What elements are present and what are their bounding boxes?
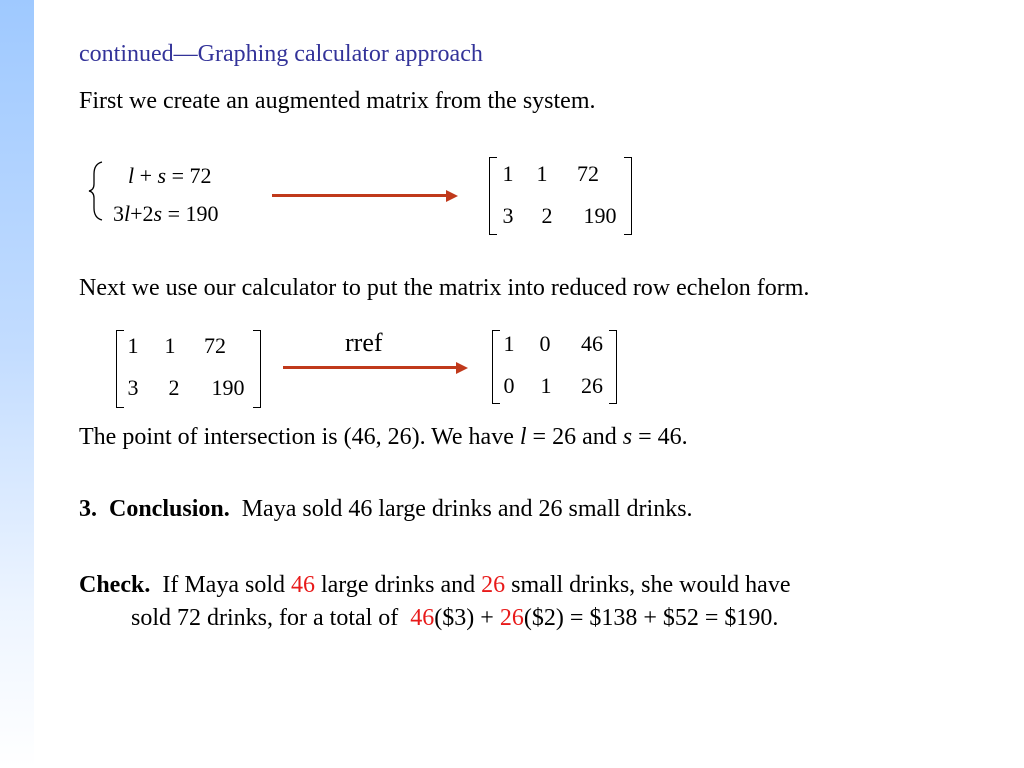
- arrow-shaft: [272, 194, 448, 197]
- matrix-cell: 1: [536, 161, 548, 186]
- matrix-cell: 72: [577, 161, 599, 186]
- matrix-cell: 2: [168, 375, 180, 400]
- arrow-head-icon: [446, 190, 458, 202]
- matrix-cell: 190: [583, 203, 617, 228]
- eq2-rhs: = 190: [162, 201, 219, 226]
- rref-label: rref: [345, 328, 383, 357]
- matrix-cell: 0: [503, 373, 515, 398]
- intersection-text: [79, 424, 688, 451]
- matrix-cell: 190: [211, 375, 245, 400]
- check-line-1: [79, 572, 790, 599]
- check-label: Check.: [79, 572, 151, 598]
- highlight-46: 46: [410, 605, 435, 631]
- equation-1: [128, 163, 212, 189]
- eq1-op: +: [134, 163, 158, 188]
- check-line-2: [131, 605, 778, 632]
- matrix-cell: 3: [127, 375, 139, 400]
- intersection-part: = 46.: [632, 424, 688, 450]
- conclusion-label: 3. Conclusion.: [79, 496, 230, 522]
- intersection-part: = 26 and: [526, 424, 623, 450]
- matrix-cell: 2: [541, 203, 553, 228]
- check-part: ($2) = $138 + $52 = $190.: [523, 605, 779, 631]
- eq2-op: +2: [130, 201, 154, 226]
- eq2-coef: 3: [113, 201, 124, 226]
- left-brace-icon: [88, 160, 106, 222]
- var-s: s: [153, 201, 163, 226]
- var-l: l: [519, 424, 527, 450]
- matrix-cell: 1: [127, 333, 139, 358]
- matrix-cell: 3: [502, 203, 514, 228]
- matrix-cell: 1: [164, 333, 176, 358]
- check-part: small drinks, she would have: [505, 572, 791, 598]
- var-s: s: [622, 424, 633, 450]
- right-bracket: [624, 157, 632, 235]
- highlight-large: 46: [290, 572, 315, 598]
- eq1-rhs: = 72: [166, 163, 212, 188]
- conclusion-body: Maya sold 46 large drinks and 26 small drinks.: [229, 496, 693, 522]
- side-decoration-bar: [0, 0, 34, 768]
- var-l: l: [124, 201, 131, 226]
- matrix-cell: 1: [503, 331, 515, 356]
- equation-2: [113, 201, 219, 227]
- matrix-cell: 1: [502, 161, 514, 186]
- conclusion-text: [79, 496, 693, 523]
- right-bracket: [253, 330, 261, 408]
- step2-text: Next we use our calculator to put the matrix into reduced row echelon form.: [79, 275, 810, 301]
- highlight-small: 26: [481, 572, 506, 598]
- highlight-26: 26: [499, 605, 524, 631]
- slide-title: continued—Graphing calculator approach: [79, 41, 483, 67]
- arrow-head-icon: [456, 362, 468, 374]
- check-part: ($3) +: [434, 605, 500, 631]
- intersection-part: The point of intersection is (46, 26). We have: [79, 424, 520, 450]
- matrix-cell: 46: [581, 331, 603, 356]
- matrix-cell: 1: [540, 373, 552, 398]
- matrix-cell: 26: [581, 373, 603, 398]
- intro-text: First we create an augmented matrix from the system.: [79, 88, 596, 114]
- arrow-shaft: [283, 366, 458, 369]
- check-part: If Maya sold: [150, 572, 291, 598]
- check-part: large drinks and: [314, 572, 482, 598]
- matrix-cell: 72: [204, 333, 226, 358]
- check-part: sold 72 drinks, for a total of: [131, 605, 411, 631]
- var-l: l: [128, 163, 135, 188]
- matrix-cell: 0: [539, 331, 551, 356]
- var-s: s: [157, 163, 167, 188]
